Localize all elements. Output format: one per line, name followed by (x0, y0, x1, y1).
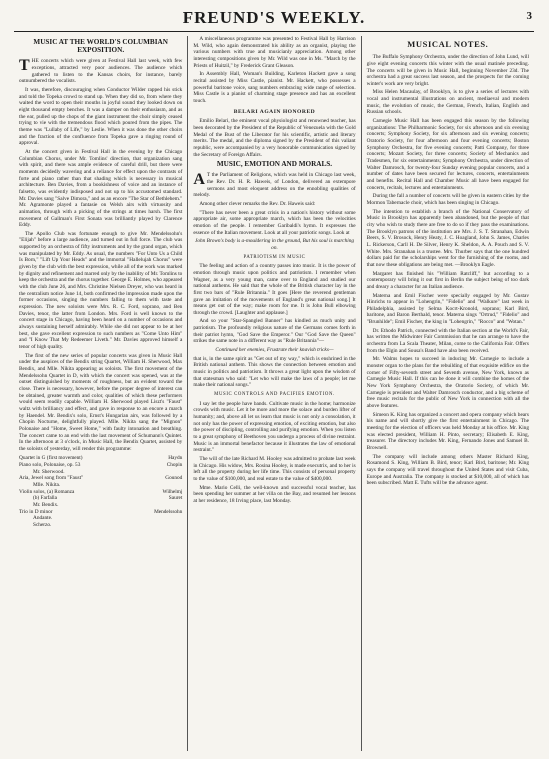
article-paragraph: The will of the late Richard M. Hooley was admitted to probate last week in Chicago. His widow, Mrs. Rosina Hooley, is made executrix, and to her is left all the property during her life time. This consists of personal property to the value of $100,000, and real estate to the value of $400,000. (193, 455, 356, 482)
programme-piece: Mr. Sherwood. (33, 468, 65, 475)
article-paragraph: At the concert given in Festival Hall in the evening by the Chicago Columbian Chorus, under Mr. Tomlins' direction, that organization sang with spirit, and there was ample evidence of careful drill, but there were moments decidedly wavering and a reliance for effect upon the contrasts of forte and piano rather than that shading which is necessary in musical architecture. Ben Davies, from a bookishness of voice and an instance of falsetto, was evidently indisposed and not up to his accustomed standard. Mr. Davies sang "Salve Dimora," and as an encore "The Star of Bethlehem." Mr. Agramonte played a fantasie on Welsh airs with virtuosity and animation, through with a picking of the strings at times harsh. The first movement of Gallman's First Sonata was brilliantly played by Clarence Eddy. (19, 148, 183, 229)
programme-piece: Mlle. Nikita. (33, 482, 61, 489)
article-paragraph: The first of the new series of popular concerts was given in Music Hall under the auspices of the Bendix string Quartet, William H. Sherwood, Max Bendix, and Mlle. Nikita appearing as soloists. The first movement of the Mendelssohn Quartet in D, with which the concert was opened, was at the outset distinguished by moments of roughness, but an evident toward the close. There is necessary, however, before the proper degree of interest can be obtained, greater warmth and color, qualities of which these performers would seem readily capable. William H. Sherwood played Liszt's "Faust" waltz with brilliancy and effect, and gave in response to an encore a march by Haendel. Mr. Bendix's solo, Ernst's Hungarian airs, was followed by a Chopin Nocturne, delightfully played. Mlle. Nikita sang the "Mignon" Polonaise and "Home, Sweet Home," with faulty intonation and breathing. The concert came to an end with the last movement of Schumann's Quintet. In the afternoon at 3 o'clock, in Music Hall, the Bendix Quartet, assisted by the soloists of yesterday, will render this programme: (19, 352, 183, 452)
article-paragraph: In Assembly Hall, Woman's Building, Karleton Hackett gave a song recital assisted by Miss Castle, pianist. Mr. Hackett, who possesses a powerful baritone voice, sang numbers embracing wide range of selection. Miss Castle is a pianist of charming stage presence and has an excellent touch. (193, 71, 356, 104)
programme-composer: Chopin (166, 462, 183, 469)
quoted-verse: John Brown's body is a-mouldering in the ground, But his soul is marching on. (194, 238, 354, 251)
programme-piece: Quartet in G (first movement) (19, 455, 83, 462)
article-paragraph: Mme. Mario Celli, the well-known and successful vocal teacher, has been spending her summer at her villa on the Bay, and resumed her lessons at her residence, 18 Irving place, last Monday. (193, 484, 356, 504)
masthead (14, 6, 534, 32)
article-paragraph: A T the Parliament of Religions, which was held in Chicago last week, the Rev. Dr. H. R. Haweis, of London, delivered an extempore sermons and most eloquent address on the ennobling qualities of melody. (193, 171, 356, 199)
programme-piece: Piano solo, Polonaise, op. 53 (19, 462, 81, 469)
programme-piece: Aria, Jewel song from "Faust" (19, 475, 84, 482)
news-item: Carnegie Music Hall has been engaged this season by the following organizations: The Philharmonic Society, for six afternoon and six evening concerts; Symphony Society, for six afternoon and six evening concerts; Oratorio Society, for four afternoon and four evening concerts; Boston Symphony Orchestra, for five evening concerts; Patti Company, for three concerts; Mozart Society, for three concerts; Society of Mechanics and Tradesmen, for six entertainments; Symphony Orchestra, under direction of Walter Damrosch, for twenty-four Sunday evening popular concerts, and a number of dates have been secured for lectures, concerts, entertainments and benefits. Recital Hall and Chamber Music all have been engaged for concerts, recitals, lectures and entertainments. (366, 118, 529, 191)
subheading-patriotism: PATRIOTISM IN MUSIC (243, 254, 306, 260)
drop-cap: T (19, 57, 30, 75)
programme-row (19, 495, 182, 502)
programme-row (19, 462, 182, 469)
article-paragraph: that is, in the same spirit as "Get out of my way," which is enshrined in the British national anthem. This shows the connection between emotion and music in politics and patriotism. It throws a great light upon the wisdom of that statesman who said: "Let who will make the laws of a people; let me make their national songs." (193, 355, 356, 389)
article-paragraph: "There has never been a great crisis in a nation's history without some appropriate air, some appropriate march, which has been the velocities emotion of the people. I remember Garibaldi's hymn. It expresses the essence of the Italian movement. Look at all your patriotic songs. Look at (193, 209, 356, 236)
article-paragraph: The Apollo Club was fortunate enough to give Mr. Mendelssohn's "Elijah" before a large audience, and turned out in full force. The club was supported by an orchestra of fifty instruments and by the grand organ, which was manipulated by Mr. Eddy. As usual, the numbers "For Unto Us a Child Is Born," "Lift Up Your Heads" and the immortal "Hallelujah Chorus" were given by the club with the best expression, while all of the work was marked by dignity and refinement and marred only by the inability of Mr. Tomlins to keep the orchestra and the chorus together. George E. Holmes, who appeared with the club June 26, and Mrs. Christine Nielsen Dreyer, who was heard in the centralism notice June 14, both confirmed the impression made upon the former occasions, singing the numbers falling to them with taste and expression. The new soloists were Mrs. R. C. Ford, soprano, and Ben Davies, tenor, the latter from London. Mrs. Ford is well known to the concert stage in Chicago, having been heard on a number of occasions and always sustaining herself admirably. While she did not appear to be at her best, she gave excellent expression to such numbers as "Come Unto Him" and "I Know That My Redeemer Liveth." Mr. Davies approved himself a tenor of high quality. (19, 230, 183, 350)
news-item: The Buffalo Symphony Orchestra, under the direction of John Lund, will give eight evening concerts this winter with the usual matinée preceding. The concerts will be given in Music Hall, beginning November 23d. The orchestra had a great success last season, and the prospects for the coming winter's work are very bright. (366, 54, 529, 87)
news-item: During the fall a number of concerts will be given in eastern cities by the Mormon Tabernacle choir, which has been singing in Chicago. (366, 193, 529, 206)
programme-piece: Andante. (33, 515, 53, 522)
article-paragraph: It was, therefore, discouraging when Conductor Wilder rapped his stick and told the Topeka crowd to stand up. When they did so, from where they waited the word to open their mouths in joyful sound they looked down on eight thousand empty benches. It was a damper on their enthusiasm, and as the ear, pulled up the chops of the giant instrument the choir simply ceased trying to vie with the tremendous flood which poured from the pipes. The theme was "Lullaby of Life," by Leslie. When it was done the other choirs and the fraction of the confluence from Topeka gave a ringing round of approval. (19, 87, 183, 147)
article-paragraph: Emilio Belari, the eminent vocal physiologist and renowned teacher, has been decorated by the President of the Republic of Venezuela with the Gold Medal of the Bust of the Liberator for his scientific, artistic and literary merits. The medal, and the diploma signed by the President of this valiant republic, were accompanied by a very honorable communication signed by the Secretary of Foreign Affairs. (193, 118, 356, 158)
news-item: Miss Helen Macaulay, of Brooklyn, is to give a series of lectures with vocal and instrumental illustrations on ancient, mediaeval and modern music, the evolution of music, the German, French, Italian, English and Russian schools. (366, 89, 529, 116)
programme-composer: Mendelssohn (154, 508, 183, 515)
programme-composer: Sauret (168, 495, 183, 502)
article-heading-music-emotion: MUSIC, EMOTION AND MORALS. (216, 160, 333, 169)
programme-row (19, 509, 182, 516)
news-item: Dr. Ethodo Patrich, connected with the Italian section at the World's Fair, has written the Midwinter Fair Commission that he can arrange to have the orchestra from La Scala Theater, Milan, come to the California Fair. Offers from the Elgin and Sousa's Band have also been received. (366, 327, 529, 354)
article-columns (14, 36, 534, 751)
news-item: The company will include among others Master Richard King, Rosamond S. King, William B. Bird, tenor; Karl Bird, baritone; Mr. King says the company will travel throughout the United States and visit Cuba, Europe and Australia. The company is stocked at $10,000, all of which has been subscribed. Matt E. Tufts will be the advance agent. (366, 453, 529, 487)
article-paragraph: And so your "Star-Spangled Banner" has kindled as much unity and patriotism. The profoundly religious nature of the Germans comes forth in their patriot hymn, "God Save the Emperor." Our "God Save the Queen" strikes the same note in a different way as "Rule Britannia"— (193, 318, 356, 345)
article-heading-musical-notes: MUSICAL NOTES. (407, 39, 489, 49)
article-paragraph: Among other clever remarks the Rev. Dr. Haweis said: (199, 200, 316, 207)
programme-row (19, 482, 182, 489)
news-item: The intention to establish a branch of the National Conservatory of Music in Brooklyn has apparently been abandoned, but the people of that city who wish to study there are free to do so if they pass the examinations. The Brooklyn patrons of the institution are Mrs. J. S. T. Stranahan, Edwin Beers, S. V. Brosock, Henry Heaty, J. C. Hoagland, John S. James, Charles L. Rickerson, Carll H. De Silver, Henry K. Sheldon, A. A. Pouch and S. V. White. Mrs. Stranahan is a trustee. Mrs. Thurber says that the one hundred dollars paid for the scholarships went for the furnishing of the rooms, and that now these obligations are being met. —Brooklyn Eagle. (366, 208, 529, 268)
page-number: 3 (526, 10, 532, 22)
article-paragraph: A miscellaneous programme was presented to Festival Hall by Harrison M. Wild, who again demonstrated his ability as an organist, playing the various numbers with true and musicianly appreciation. Among other interesting compositions given by Mr. Wild was one in Ms. "March by the Priests of Huitzil," by Frederick Grant Gleason. (193, 36, 356, 69)
programme-composer: Wilhelmj (162, 488, 183, 495)
programme-row (19, 475, 182, 482)
article-heading-belari: BELARI AGAIN HONORED (233, 108, 316, 115)
programme-row (19, 522, 182, 529)
drop-cap: A (193, 171, 205, 189)
article-paragraph: THE concerts which were given at Festival Hall last week, with few exceptions, attracted very poor audiences. The audience which gathered to listen to the Kansas choirs, for instance, barely outnumbered the vocalists. (19, 57, 183, 85)
news-item: Materna and Emil Fischer were specially engaged by Mr. Gustav Hinrichs to appear in "Lohengrin," "Fidelio" and "Walkure" last week in Philadelphia, assisted by Selma Kocrt-Kronold, soprano; Karl Bird, baritone, and Baron Berthald, tenor. Materna sings "Ortrud," "Fidelio" and "Brunhilde"; Emil Fischer, the king in "Lohengrin," "Rocco" and "Wotan." (366, 292, 529, 326)
programme-row (19, 515, 182, 522)
programme-piece: Mr. Bendix. (33, 502, 59, 509)
column-right (361, 36, 534, 751)
programme-row (19, 455, 182, 462)
programme-composer: Gounod (165, 475, 183, 482)
programme-piece: Violin solos, (a) Romanza (19, 488, 75, 495)
publication-title: FREUND'S WEEKLY. (182, 8, 366, 27)
concert-programme (19, 455, 182, 528)
quoted-verse: Continued her enemies, Frustrate their knavish tricks— (215, 347, 334, 354)
programme-piece: (b) Farfalla (33, 495, 57, 502)
article-paragraph: The feeling and action of a country passes into music. It is the power of emotion through music upon politics and patriotism. I remember when Wagner, as a very young man, came over to England and studied our national anthems. He said that the whole of the British character lay in the first two bars of "Rule Britannia." It goes [Here the reverend gentleman gave an imitation of the movements of England's great national song.] It means get out of the way; make room for me. It is John Bull elbowing through the crowd. [Laughter and applause.] (193, 263, 356, 316)
article-paragraph: I say let the people have bands. Cultivate music in the home; harmonize crowds with music. Let it be more and more the solace and burden lifter of humanity; and, above all let us learn that music is not only a consolation, it not only has the power of expressing emotion, of exciting emotion, but also the power of discipling, controlling and purifying emotion. When you listen to a great symphony of Beethoven you undergo a process of divine restraint. Music is an immortal benefactor because it illustrates the law of emotional restraint." (193, 400, 356, 454)
article-heading-exposition: MUSIC AT THE WORLD'S COLUMBIAN EXPOSITION. (33, 38, 168, 55)
column-middle (187, 36, 360, 751)
subheading-controls: MUSIC CONTROLS AND PACIFIES EMOTION. (214, 392, 335, 398)
programme-row (19, 502, 182, 509)
newspaper-page (14, 6, 534, 751)
news-item: Mr. Walms hopes to succeed in inducing Mr. Carnegie to include a monster organ to the plans for the rebuilding of that exquisite edifice on the corner of Fifty-seventh street and Seventh avenue, New York, known as Carnegie Music Hall. If this can be done it will combine the homes of the New York Symphony Orchestra, the Oratorio Society, of which Mr. Carnegie is president and Walter Damrosch conductor, and a big scheme of free music recitals for the public of New York in connection with all the above features. (366, 356, 529, 410)
programme-piece: Scherzo. (33, 522, 52, 529)
programme-piece: Trio in D minor (19, 508, 53, 515)
column-left (14, 36, 187, 751)
news-item: Simeon K. King has organized a concert and opera company which bears his name and will shortly give the first entertainment in Chicago. The meeting for the election of officers was held Monday at his office. Mr. King was elected president, William H. Pinto, secretary; Elisabeth E. King, treasurer. The directory includes Mr. King, Fernando Jones and Samuel B. Brownell. (366, 411, 529, 451)
programme-composer: Haydn (168, 455, 183, 462)
news-item: Margaret has finished his "William Ratcliff," but according to a contemporary will bring it out first in Berlin the subject being of too dark and dreary a character for an Italian audience. (366, 270, 529, 290)
